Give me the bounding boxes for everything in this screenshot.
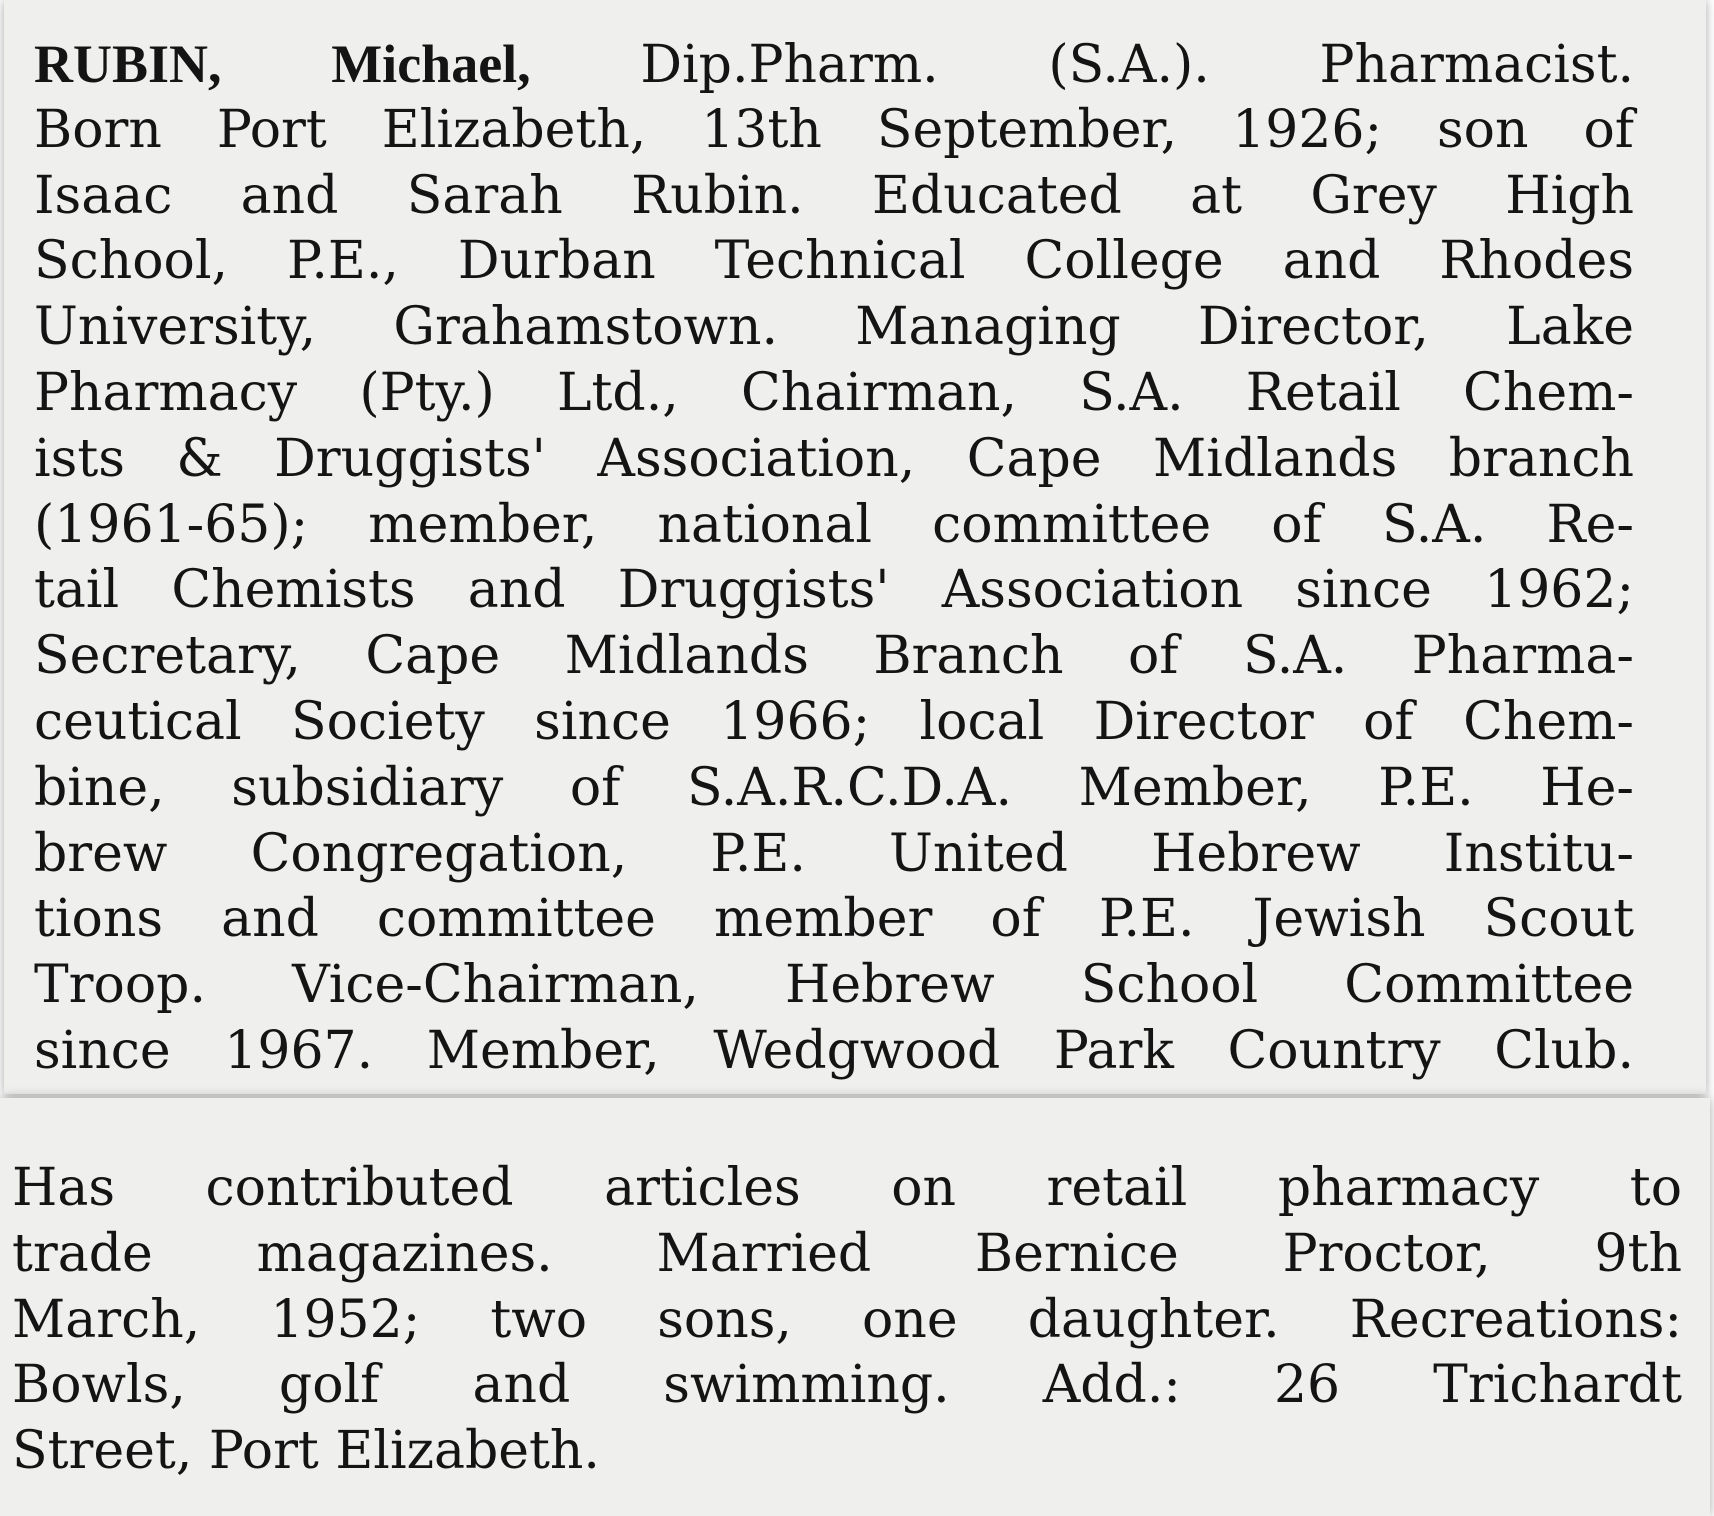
text-line: Pharmacy (Pty.) Ltd., Chairman, S.A. Retail Chem- xyxy=(34,362,1634,423)
text-line: tail Chemists and Druggists' Association since 1962; xyxy=(34,560,1634,621)
given-name: Michael, xyxy=(331,34,531,94)
text-line: Dip.Pharm. (S.A.). Pharmacist. xyxy=(640,35,1635,95)
entry-text-block-1 xyxy=(34,32,1634,1085)
text-line: tions and committee member of P.E. Jewish Scout xyxy=(34,889,1634,950)
text-line: University, Grahamstown. Managing Director, Lake xyxy=(34,297,1634,358)
text-line: ists & Druggists' Association, Cape Midlands branch xyxy=(34,428,1634,489)
surname: RUBIN, xyxy=(34,34,222,94)
text-line: March, 1952; two sons, one daughter. Recreations: xyxy=(12,1289,1682,1350)
text-line: Secretary, Cape Midlands Branch of S.A. Pharma- xyxy=(34,626,1634,687)
text-line: Bowls, golf and swimming. Add.: 26 Trichardt xyxy=(12,1355,1682,1416)
text-line: Street, Port Elizabeth. xyxy=(12,1421,600,1482)
text-line: Isaac and Sarah Rubin. Educated at Grey High xyxy=(34,165,1634,226)
text-line: (1961-65); member, national committee of S.A. Re- xyxy=(34,494,1634,555)
text-line: Born Port Elizabeth, 13th September, 1926; son of xyxy=(34,99,1634,160)
text-line: bine, subsidiary of S.A.R.C.D.A. Member, P.E. He- xyxy=(34,757,1634,818)
entry-clipping-top xyxy=(4,0,1706,1094)
text-line: Has contributed articles on retail pharmacy to xyxy=(12,1158,1682,1218)
text-line: since 1967. Member, Wedgwood Park Country Club. xyxy=(34,1020,1634,1081)
entry-text-block-2 xyxy=(12,1156,1682,1485)
text-line: ceutical Society since 1966; local Director of Chem- xyxy=(34,691,1634,752)
text-line: Troop. Vice-Chairman, Hebrew School Committee xyxy=(34,955,1634,1016)
text-line: School, P.E., Durban Technical College and Rhodes xyxy=(34,231,1634,292)
text-line: trade magazines. Married Bernice Proctor, 9th xyxy=(12,1223,1682,1284)
entry-clipping-bottom xyxy=(0,1098,1710,1516)
text-line: brew Congregation, P.E. United Hebrew Institu- xyxy=(34,823,1634,884)
entry-heading-line xyxy=(34,32,1634,98)
